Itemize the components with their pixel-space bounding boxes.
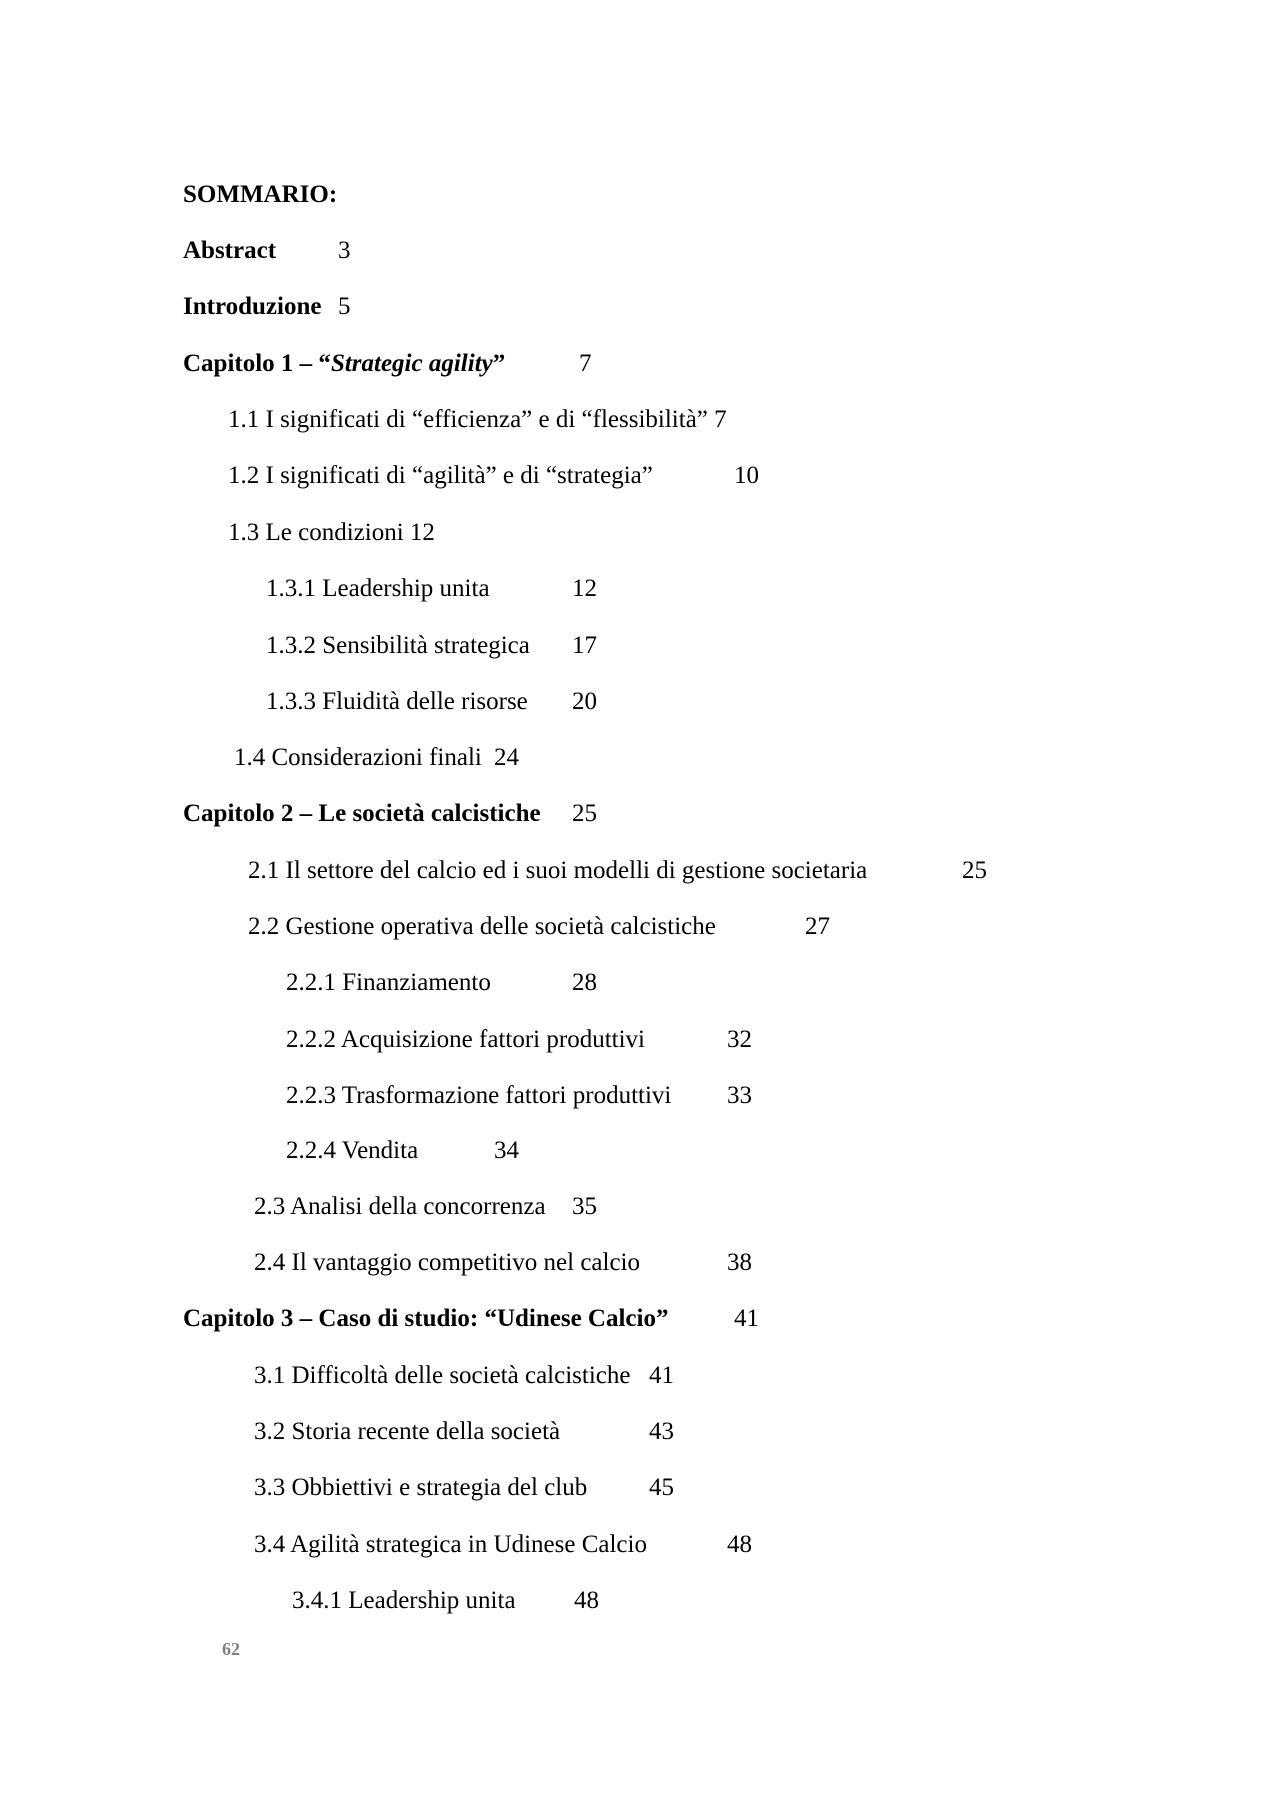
toc-entry-page: 25 <box>572 800 597 827</box>
toc-entry-label: 3.3 Obbiettivi e strategia del club <box>254 1474 588 1501</box>
toc-entry-page: 38 <box>727 1249 752 1276</box>
toc-entry-section-2-3 <box>254 1192 597 1222</box>
toc-entry-label: 1.2 I significati di “agilità” e di “strategia” <box>228 462 653 489</box>
toc-entry-page: 25 <box>962 857 987 884</box>
toc-entry-page: 45 <box>649 1474 674 1501</box>
toc-entry-label: 2.3 Analisi della concorrenza <box>254 1193 546 1220</box>
toc-entry-section-3-4 <box>254 1530 752 1560</box>
toc-entry-section-1-3 <box>228 518 435 548</box>
toc-entry-page: 5 <box>338 293 351 320</box>
toc-entry-section-1-1 <box>228 405 727 435</box>
toc-entry-label: 1.1 I significati di “efficienza” e di “flessibilità” <box>228 406 708 433</box>
toc-entry-page: 48 <box>727 1531 752 1558</box>
toc-entry-label: 2.4 Il vantaggio competitivo nel calcio <box>254 1249 640 1276</box>
toc-entry-page: 24 <box>494 744 519 771</box>
toc-entry-page: 7 <box>714 406 727 433</box>
toc-entry-section-2-4 <box>254 1248 752 1278</box>
toc-entry-page: 20 <box>572 688 597 715</box>
toc-entry-label: 3.1 Difficoltà delle società calcistiche <box>254 1362 631 1389</box>
toc-entry-page: 17 <box>572 632 597 659</box>
toc-entry-section-2-1 <box>248 856 987 886</box>
toc-entry-label: 3.4.1 Leadership unita <box>292 1587 516 1614</box>
toc-entry-label: 2.2 Gestione operativa delle società calcistiche <box>248 913 716 940</box>
toc-entry-page: 32 <box>727 1026 752 1053</box>
toc-entry-section-3-2 <box>254 1417 674 1447</box>
toc-entry-label: 3.2 Storia recente della società <box>254 1418 561 1445</box>
toc-entry-page: 34 <box>494 1137 519 1164</box>
toc-entry-label: Abstract <box>183 237 277 264</box>
toc-entry-section-1-2 <box>228 461 759 491</box>
toc-entry-page: 12 <box>572 575 597 602</box>
toc-entry-page: 7 <box>579 350 592 377</box>
toc-entry-page: 41 <box>649 1362 674 1389</box>
toc-entry-section-3-3 <box>254 1473 674 1503</box>
toc-entry-label: Capitolo 2 – Le società calcistiche <box>183 800 541 827</box>
toc-entry-label: Capitolo 3 – Caso di studio: “Udinese Calcio” <box>183 1305 669 1332</box>
page-number: 62 <box>222 1639 240 1659</box>
toc-entry-chapter-2 <box>183 799 597 829</box>
toc-entry-label: 1.3.2 Sensibilità strategica <box>266 632 530 659</box>
toc-entry-subsection-2-2-1 <box>286 968 597 998</box>
toc-entry-section-1-4 <box>234 743 519 773</box>
toc-heading: SOMMARIO: <box>183 181 338 208</box>
toc-entry-label: Introduzione <box>183 293 322 320</box>
toc-entry-subsection-1-3-1 <box>266 574 597 604</box>
toc-entry-subsection-3-4-1 <box>292 1586 599 1616</box>
toc-entry-subsection-2-2-4 <box>286 1136 519 1166</box>
toc-entry-label: 2.1 Il settore del calcio ed i suoi modelli di gestione societaria <box>248 857 868 884</box>
toc-entry-label: Capitolo 1 – “Strategic agility” <box>183 350 506 377</box>
toc-entry-page: 41 <box>734 1305 759 1332</box>
toc-entry-label: 1.3 Le condizioni <box>228 519 404 546</box>
toc-entry-label: 1.3.1 Leadership unita <box>266 575 490 602</box>
toc-entry-label: 2.2.2 Acquisizione fattori produttivi <box>286 1026 645 1053</box>
toc-entry-label: 1.3.3 Fluidità delle risorse <box>266 688 528 715</box>
toc-entry-label: 2.2.4 Vendita <box>286 1137 419 1164</box>
toc-entry-chapter-1 <box>183 349 592 379</box>
toc-entry-page: 27 <box>805 913 830 940</box>
toc-entry-chapter-3 <box>183 1304 759 1334</box>
toc-entry-page: 10 <box>734 462 759 489</box>
toc-entry-section-2-2 <box>248 912 830 942</box>
toc-entry-introduzione <box>183 292 351 322</box>
toc-entry-subsection-1-3-2 <box>266 631 597 661</box>
toc-entry-subsection-2-2-2 <box>286 1025 752 1055</box>
toc-entry-page: 35 <box>572 1193 597 1220</box>
toc-entry-subsection-2-2-3 <box>286 1081 752 1111</box>
toc-entry-page: 12 <box>409 519 435 546</box>
toc-entry-abstract <box>183 236 351 266</box>
toc-entry-label: 3.4 Agilità strategica in Udinese Calcio <box>254 1531 647 1558</box>
toc-entry-page: 28 <box>572 969 597 996</box>
toc-entry-subsection-1-3-3 <box>266 687 597 717</box>
toc-entry-label: 2.2.1 Finanziamento <box>286 969 491 996</box>
toc-entry-page: 48 <box>574 1587 599 1614</box>
toc-entry-page: 33 <box>727 1082 752 1109</box>
toc-entry-label: 1.4 Considerazioni finali <box>234 744 482 771</box>
toc-entry-label: 2.2.3 Trasformazione fattori produttivi <box>286 1082 672 1109</box>
toc-entry-page: 43 <box>649 1418 674 1445</box>
toc-entry-page: 3 <box>338 237 351 264</box>
toc-entry-section-3-1 <box>254 1361 674 1391</box>
